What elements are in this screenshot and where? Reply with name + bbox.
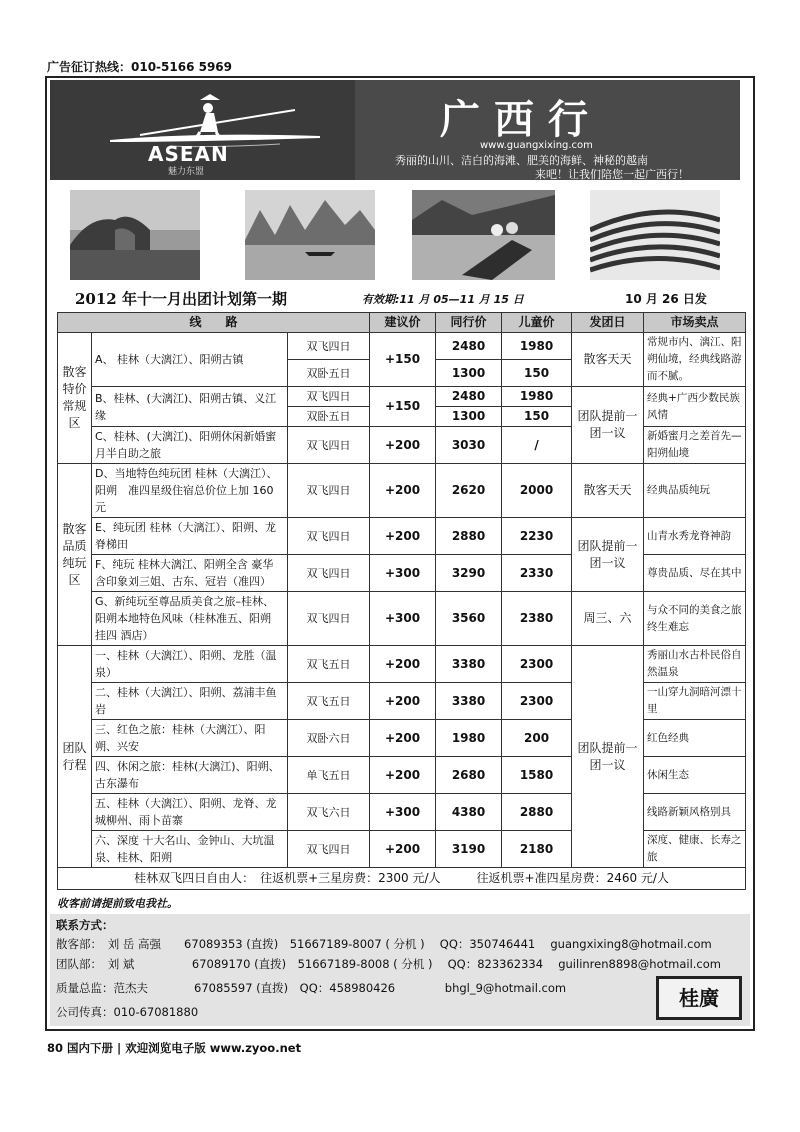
photo-elephant-trunk-hill xyxy=(70,190,200,280)
child-price: 2180 xyxy=(502,831,572,868)
schedule: 双飞四日 xyxy=(288,518,370,555)
table-row xyxy=(58,387,746,407)
peer-price: 2880 xyxy=(436,518,502,555)
route-name: 五、桂林（大漓江）、阳朔、龙脊、龙城柳州、雨卜苗寨 xyxy=(92,794,288,831)
peer-price: 1980 xyxy=(436,720,502,757)
peer-price: 3380 xyxy=(436,646,502,683)
route-name: G、新纯玩至尊品质美食之旅–桂林、阳朔本地特色风味（桂林准五、阳朔 挂四 酒店） xyxy=(92,592,288,646)
suggested-price: +300 xyxy=(370,794,436,831)
peer-price: 3560 xyxy=(436,592,502,646)
selling-point: 经典品质纯玩 xyxy=(644,464,746,518)
child-price: 2330 xyxy=(502,555,572,592)
table-footer-row xyxy=(58,868,746,890)
selling-point: 线路新颖风格别具 xyxy=(644,794,746,831)
schedule: 双飞四日 xyxy=(288,464,370,518)
col-peer-price: 同行价 xyxy=(436,313,502,333)
selling-point: 红色经典 xyxy=(644,720,746,757)
peer-price: 2680 xyxy=(436,757,502,794)
suggested-price: +200 xyxy=(370,720,436,757)
route-name: C、桂林、(大漓江)、阳朔休闲新婚蜜月半自助之旅 xyxy=(92,427,288,464)
schedule: 双飞四日 xyxy=(288,831,370,868)
section-label: 散客品质纯玩区 xyxy=(58,464,92,646)
child-price: 2230 xyxy=(502,518,572,555)
publish-date: 10 月 26 日发 xyxy=(625,292,707,306)
departure-day: 团队提前一团一议 xyxy=(572,387,644,464)
route-name: F、纯玩 桂林大漓江、阳朔全含 豪华含印象刘三姐、古东、冠岩（准四） xyxy=(92,555,288,592)
table-row xyxy=(58,592,746,646)
schedule: 双卧六日 xyxy=(288,720,370,757)
peer-price: 3030 xyxy=(436,427,502,464)
route-name: 二、桂林（大漓江）、阳朔、荔浦丰鱼岩 xyxy=(92,683,288,720)
col-suggested-price: 建议价 xyxy=(370,313,436,333)
child-price: 2000 xyxy=(502,464,572,518)
suggested-price: +150 xyxy=(370,387,436,427)
route-name: 六、深度 十大名山、金钟山、大坑温泉、桂林、阳朔 xyxy=(92,831,288,868)
departure-day: 周三、六 xyxy=(572,592,644,646)
peer-price: 1300 xyxy=(436,360,502,387)
schedule: 双卧五日 xyxy=(288,360,370,387)
child-price: 1980 xyxy=(502,387,572,407)
schedule: 双飞五日 xyxy=(288,683,370,720)
peer-price: 1300 xyxy=(436,407,502,427)
table-header xyxy=(58,313,746,333)
page-footer: 80 国内下册 | 欢迎浏览电子版 www.zyoo.net xyxy=(47,1041,302,1055)
suggested-price: +200 xyxy=(370,464,436,518)
child-price: 2380 xyxy=(502,592,572,646)
suggested-price: +300 xyxy=(370,592,436,646)
photo-rice-terraces xyxy=(590,190,720,280)
company-logo-stamp: 桂廣 xyxy=(656,976,742,1020)
peer-price: 2480 xyxy=(436,387,502,407)
table-row xyxy=(58,518,746,555)
selling-point: 秀丽山水古朴民俗自然温泉 xyxy=(644,646,746,683)
departure-day: 团队提前一团一议 xyxy=(572,518,644,592)
banner-slogan: 秀丽的山川、洁白的海滩、肥美的海鲜、神秘的越南 xyxy=(395,154,648,167)
banner-title: 广西行 xyxy=(440,96,602,143)
contact-panel xyxy=(50,914,750,1026)
child-price: 150 xyxy=(502,407,572,427)
route-name: B、桂林、(大漓江)、阳朔古镇、义江缘 xyxy=(92,387,288,427)
child-price: 2880 xyxy=(502,794,572,831)
peer-price: 4380 xyxy=(436,794,502,831)
selling-point: 新婚蜜月之差首先—阳朔仙境 xyxy=(644,427,746,464)
col-departure: 发团日 xyxy=(572,313,644,333)
suggested-price: +200 xyxy=(370,646,436,683)
peer-price: 3290 xyxy=(436,555,502,592)
col-selling-point: 市场卖点 xyxy=(644,313,746,333)
schedule: 双飞五日 xyxy=(288,646,370,683)
child-price: 150 xyxy=(502,360,572,387)
col-child-price: 儿童价 xyxy=(502,313,572,333)
issue-title: 2012 年十一月出团计划第一期 xyxy=(75,290,287,308)
photo-li-river-fisherman xyxy=(245,190,375,280)
section-label: 散客特价常规区 xyxy=(58,333,92,464)
peer-price: 2480 xyxy=(436,333,502,360)
route-name: E、纯玩团 桂林（大漓江）、阳朔、龙脊梯田 xyxy=(92,518,288,555)
route-name: 三、红色之旅：桂林（大漓江）、阳朔、兴安 xyxy=(92,720,288,757)
route-price-table xyxy=(57,312,746,890)
selling-point: 休闲生态 xyxy=(644,757,746,794)
schedule: 双飞六日 xyxy=(288,794,370,831)
selling-point: 尊贵品质、尽在其中 xyxy=(644,555,746,592)
child-price: / xyxy=(502,427,572,464)
table-row xyxy=(58,333,746,360)
schedule: 双飞四日 xyxy=(288,427,370,464)
departure-day: 团队提前一团一议 xyxy=(572,646,644,868)
banner-slogan-2: 来吧！让我们陪您一起广西行！ xyxy=(535,168,689,180)
free-travel-note: 桂林双飞四日自由人： 往返机票+三星房费：2300 元/人 往返机票+准四星房费：2460 元/人 xyxy=(58,868,746,890)
schedule: 双飞四日 xyxy=(288,592,370,646)
child-price: 2300 xyxy=(502,683,572,720)
suggested-price: +300 xyxy=(370,555,436,592)
child-price: 2300 xyxy=(502,646,572,683)
schedule: 双飞四日 xyxy=(288,555,370,592)
selling-point: 与众不同的美食之旅 终生难忘 xyxy=(644,592,746,646)
child-price: 1580 xyxy=(502,757,572,794)
schedule: 双卧五日 xyxy=(288,407,370,427)
banner xyxy=(50,80,740,180)
photo-bamboo-raft xyxy=(412,190,555,280)
schedule: 双飞四日 xyxy=(288,333,370,360)
peer-price: 3380 xyxy=(436,683,502,720)
contact-group-dept: 团队部： 刘 斌 67089170 (直拨) 51667189-8008 ( 分机 ) QQ：823362334 guilinren8898@hotmail.com xyxy=(56,957,721,971)
asean-subtitle: 魅力东盟 xyxy=(168,167,205,177)
suggested-price: +200 xyxy=(370,518,436,555)
selling-point: 山青水秀龙脊神韵 xyxy=(644,518,746,555)
schedule: 单飞五日 xyxy=(288,757,370,794)
selling-point: 一山穿九洞暗河漂十里 xyxy=(644,683,746,720)
departure-day: 散客天天 xyxy=(572,333,644,387)
contact-title: 联系方式： xyxy=(56,918,114,932)
section-label: 团队行程 xyxy=(58,646,92,868)
peer-price: 3190 xyxy=(436,831,502,868)
suggested-price: +200 xyxy=(370,683,436,720)
selling-point: 深度、健康、长寿之旅 xyxy=(644,831,746,868)
route-name: A、 桂林（大漓江）、阳朔古镇 xyxy=(92,333,288,387)
suggested-price: +200 xyxy=(370,757,436,794)
selling-point: 常规市内、漓江、阳朔仙境，经典线路游而不腻。 xyxy=(644,333,746,387)
suggested-price: +200 xyxy=(370,831,436,868)
validity-period: 有效期:11 月 05—11 月 15 日 xyxy=(362,293,524,306)
contact-fax: 公司传真：010-67081880 xyxy=(56,1005,199,1019)
child-price: 200 xyxy=(502,720,572,757)
child-price: 1980 xyxy=(502,333,572,360)
table-row xyxy=(58,646,746,683)
table-row xyxy=(58,464,746,518)
ad-hotline: 广告征订热线：010-5166 5969 xyxy=(47,60,233,74)
suggested-price: +150 xyxy=(370,333,436,387)
asean-brand: ASEAN xyxy=(148,142,229,166)
banner-url[interactable]: www.guangxixing.com xyxy=(480,140,593,151)
booking-notice: 收客前请提前致电我社。 xyxy=(57,897,178,910)
contact-fit-dept: 散客部： 刘 岳 高强 67089353 (直拨) 51667189-8007 ( 分机 ) QQ：350746441 guangxixing8@hotmail.com xyxy=(56,937,712,951)
schedule: 双飞四日 xyxy=(288,387,370,407)
selling-point: 经典+广西少数民族风情 xyxy=(644,387,746,427)
col-route: 线 路 xyxy=(58,313,370,333)
route-name: 一、桂林（大漓江）、阳朔、龙胜（温泉） xyxy=(92,646,288,683)
peer-price: 2620 xyxy=(436,464,502,518)
route-name: D、当地特色纯玩团 桂林（大漓江）、阳朔 准四星级住宿总价位上加 160 元 xyxy=(92,464,288,518)
route-name: 四、休闲之旅：桂林(大漓江)、阳朔、古东瀑布 xyxy=(92,757,288,794)
departure-day: 散客天天 xyxy=(572,464,644,518)
contact-quality-director: 质量总监：范杰夫 67085597 (直拨) QQ：458980426 bhgl_9@hotmail.com xyxy=(56,981,567,995)
suggested-price: +200 xyxy=(370,427,436,464)
